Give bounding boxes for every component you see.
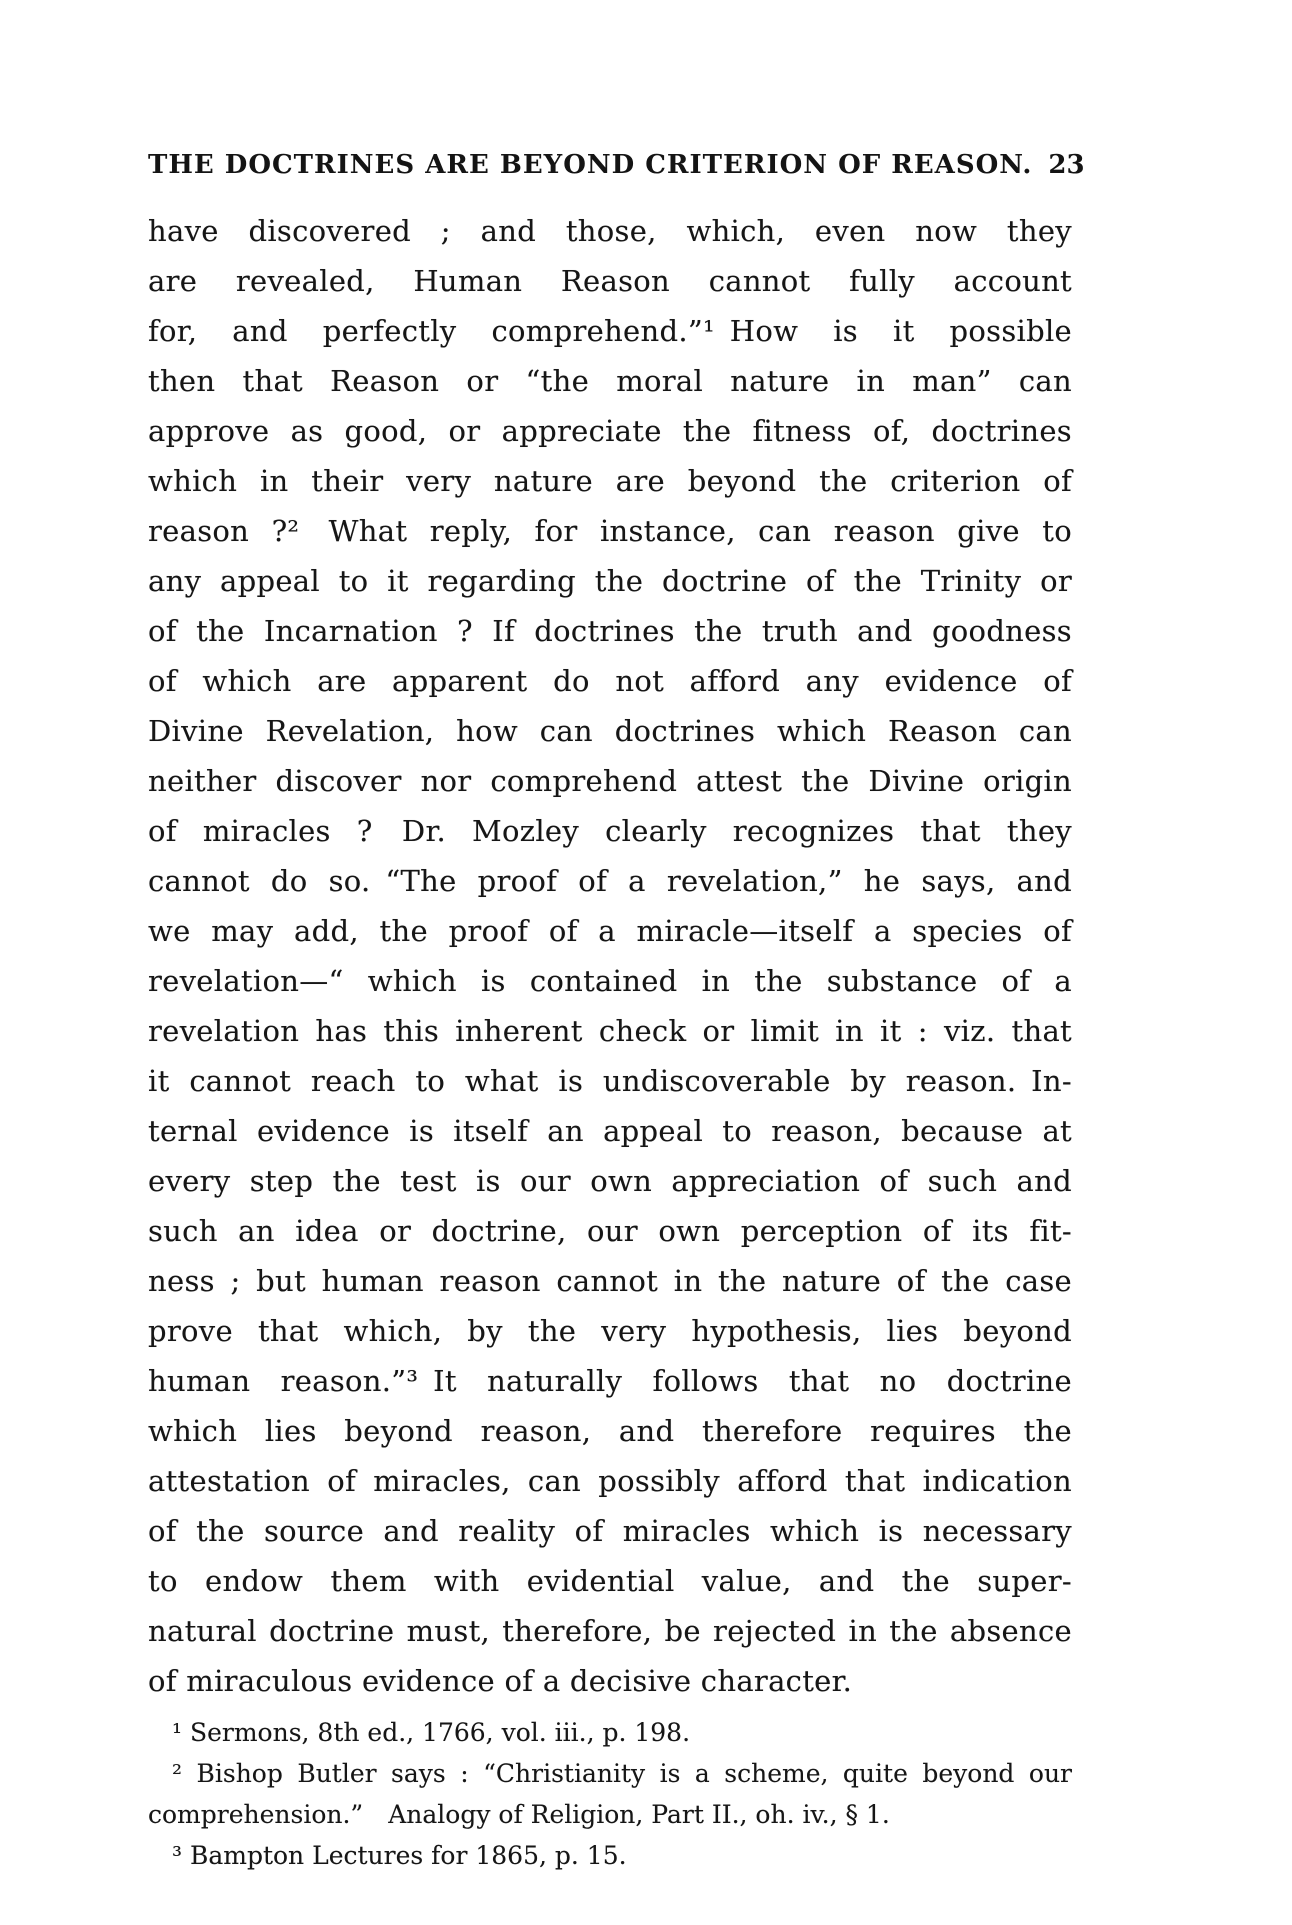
body-line: of the Incarnation ? If doctrines the truth and goodness [148,614,1072,648]
running-head [148,150,1085,180]
body-line: it cannot reach to what is undiscoverable by reason. In- [148,1064,1072,1098]
body-line: then that Reason or “the moral nature in man” can [148,364,1072,398]
body-line: attestation of miracles, can possibly afford that indication [148,1464,1072,1498]
body-line: which lies beyond reason, and therefore requires the [148,1414,1072,1448]
body-line: have discovered ; and those, which, even now they [148,214,1072,248]
footnote-line: ³ Bampton Lectures for 1865, p. 15. [172,1841,627,1870]
body-line: ness ; but human reason cannot in the nature of the case [148,1264,1072,1298]
body-text [148,206,1072,1706]
body-line: revelation has this inherent check or limit in it : viz. that [148,1014,1072,1048]
running-head-title: THE DOCTRINES ARE BEYOND CRITERION OF REASON. [148,150,1033,180]
body-line: reason ?² What reply, for instance, can reason give to [148,514,1072,548]
body-line: of miraculous evidence of a decisive character. [148,1664,853,1698]
body-line: neither discover nor comprehend attest the Divine origin [148,764,1072,798]
body-line: of the source and reality of miracles which is necessary [148,1514,1072,1548]
body-line: such an idea or doctrine, our own perception of its fit- [148,1214,1072,1248]
body-line: ternal evidence is itself an appeal to reason, because at [148,1114,1072,1148]
body-line: of which are apparent do not afford any evidence of [148,664,1072,698]
body-line: prove that which, by the very hypothesis, lies beyond [148,1314,1072,1348]
body-line: we may add, the proof of a miracle—itself a species of [148,914,1072,948]
body-line: natural doctrine must, therefore, be rejected in the absence [148,1614,1072,1648]
body-line: human reason.”³ It naturally follows that no doctrine [148,1364,1072,1398]
footnote-line: ¹ Sermons, 8th ed., 1766, vol. iii., p. 198. [172,1718,691,1747]
page-number: 23 [1048,150,1085,180]
footnote-line: ² Bishop Butler says : “Christianity is a scheme, quite beyond our [172,1759,1072,1788]
body-line: of miracles ? Dr. Mozley clearly recognizes that they [148,814,1072,848]
body-line: every step the test is our own appreciation of such and [148,1164,1072,1198]
body-line: are revealed, Human Reason cannot fully account [148,264,1072,298]
body-line: approve as good, or appreciate the fitness of, doctrines [148,414,1072,448]
body-line: for, and perfectly comprehend.”¹ How is it possible [148,314,1072,348]
body-line: any appeal to it regarding the doctrine of the Trinity or [148,564,1072,598]
body-line: Divine Revelation, how can doctrines which Reason can [148,714,1072,748]
body-line: which in their very nature are beyond the criterion of [148,464,1072,498]
body-line: cannot do so. “The proof of a revelation,” he says, and [148,864,1072,898]
body-line: to endow them with evidential value, and the super- [148,1564,1072,1598]
body-line: revelation—“ which is contained in the substance of a [148,964,1072,998]
footnote-line: comprehension.” Analogy of Religion, Part II., oh. iv., § 1. [148,1800,890,1829]
footnotes [148,1712,1072,1876]
